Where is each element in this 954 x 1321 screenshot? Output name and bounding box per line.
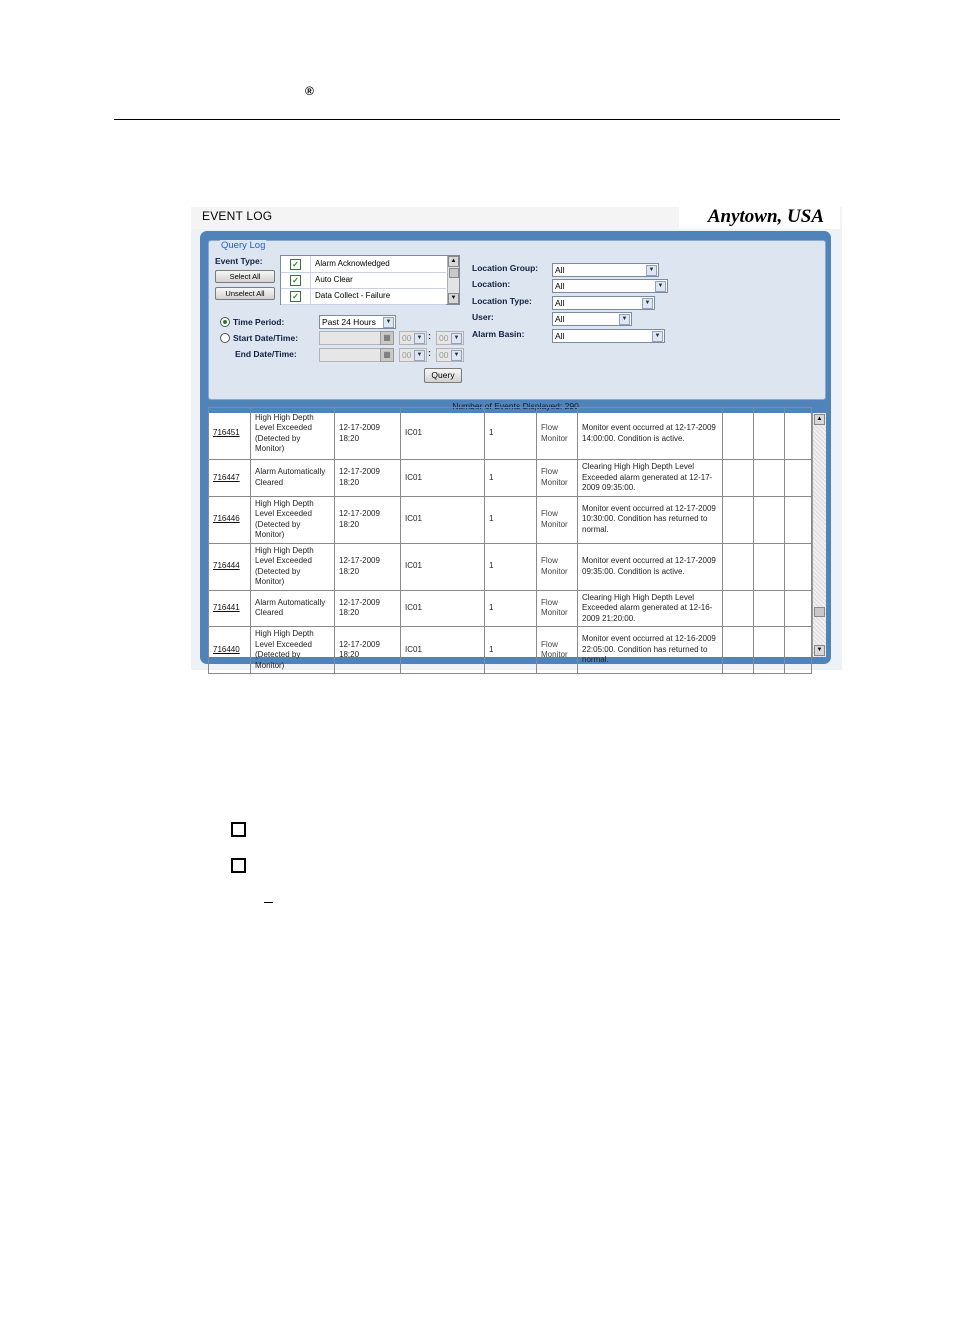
event-type-item[interactable] xyxy=(281,288,446,305)
event-source-cell: Flow Monitor xyxy=(537,496,578,543)
minute-value: 00 xyxy=(439,333,449,343)
event-source-cell: Flow Monitor xyxy=(537,590,578,627)
empty-cell xyxy=(754,543,785,590)
location-type-select[interactable] xyxy=(552,296,655,310)
start-date-radio[interactable] xyxy=(220,333,230,343)
event-number-cell: 1 xyxy=(485,590,537,627)
checkbox-bullet-icon xyxy=(231,822,246,837)
event-message-cell: Monitor event occurred at 12-17-2009 14:00:00. Condition is active. xyxy=(578,408,723,460)
city-banner xyxy=(679,207,840,229)
table-row[interactable] xyxy=(209,460,812,497)
scroll-thumb[interactable] xyxy=(814,607,825,617)
chevron-down-icon: ▼ xyxy=(642,298,653,309)
event-source-cell: Flow Monitor xyxy=(537,408,578,460)
location-group-value: All xyxy=(555,265,565,275)
event-location-cell: IC01 xyxy=(401,627,485,674)
location-group-label: Location Group: xyxy=(472,263,539,273)
event-source-cell: Flow Monitor xyxy=(537,543,578,590)
chevron-down-icon: ▼ xyxy=(655,281,666,292)
event-id-link[interactable]: 716444 xyxy=(209,543,251,590)
dash-mark xyxy=(264,902,273,903)
empty-cell xyxy=(754,627,785,674)
scroll-up-icon[interactable]: ▲ xyxy=(814,414,825,425)
chevron-down-icon: ▼ xyxy=(646,265,657,276)
event-message-cell: Monitor event occurred at 12-17-2009 10:30:00. Condition has returned to normal. xyxy=(578,496,723,543)
event-message-cell: Monitor event occurred at 12-17-2009 09:35:00. Condition is active. xyxy=(578,543,723,590)
event-type-cell: High High Depth Level Exceeded (Detected by Monitor) xyxy=(251,496,335,543)
hour-value: 00 xyxy=(402,333,412,343)
event-type-list[interactable] xyxy=(280,255,460,305)
empty-cell xyxy=(754,590,785,627)
event-location-cell: IC01 xyxy=(401,460,485,497)
user-value: All xyxy=(555,314,565,324)
start-date-label: Start Date/Time: xyxy=(233,333,299,343)
event-log-panel xyxy=(200,231,831,670)
app-header xyxy=(191,207,842,229)
chevron-down-icon: ▼ xyxy=(383,317,394,328)
event-location-cell: IC01 xyxy=(401,543,485,590)
divider xyxy=(310,256,311,272)
table-row[interactable] xyxy=(209,543,812,590)
query-log-fieldset xyxy=(208,240,826,400)
location-type-label: Location Type: xyxy=(472,296,532,306)
event-id-link[interactable]: 716441 xyxy=(209,590,251,627)
time-separator: : xyxy=(428,348,431,358)
scroll-thumb[interactable] xyxy=(449,268,459,278)
time-period-select[interactable] xyxy=(319,315,396,329)
location-label: Location: xyxy=(472,279,511,289)
events-count-text: Number of Events Displayed: 290 xyxy=(452,401,579,411)
user-select[interactable] xyxy=(552,312,632,326)
event-datetime-cell: 12-17-2009 18:20 xyxy=(335,460,401,497)
event-type-scrollbar[interactable] xyxy=(447,256,459,304)
chevron-down-icon: ▼ xyxy=(451,350,462,361)
time-period-radio[interactable] xyxy=(220,317,230,327)
page-title: EVENT LOG xyxy=(202,209,273,223)
location-type-value: All xyxy=(555,298,565,308)
time-period-value: Past 24 Hours xyxy=(322,317,376,327)
event-grid xyxy=(208,412,825,670)
scroll-down-icon[interactable]: ▼ xyxy=(448,293,459,304)
empty-cell xyxy=(723,543,754,590)
event-type-cell: High High Depth Level Exceeded (Detected by Monitor) xyxy=(251,408,335,460)
checkbox-bullet-icon xyxy=(231,858,246,873)
calendar-icon[interactable]: ▦ xyxy=(380,331,394,345)
city-name: Anytown, USA xyxy=(707,206,824,227)
chevron-down-icon: ▼ xyxy=(414,333,425,344)
chevron-down-icon: ▼ xyxy=(451,333,462,344)
user-label: User: xyxy=(472,312,494,322)
event-id-link[interactable]: 716451 xyxy=(209,408,251,460)
start-hour-select[interactable] xyxy=(399,331,427,345)
empty-cell xyxy=(785,590,812,627)
query-button[interactable]: Query xyxy=(424,368,462,383)
event-type-label: Data Collect - Failure xyxy=(315,291,391,300)
event-type-cell: High High Depth Level Exceeded (Detected by Monitor) xyxy=(251,543,335,590)
event-number-cell: 1 xyxy=(485,627,537,674)
empty-cell xyxy=(754,496,785,543)
empty-cell xyxy=(723,627,754,674)
event-type-label: Event Type: xyxy=(215,256,263,266)
event-type-checkbox[interactable]: ✓ xyxy=(290,291,301,302)
header-rule xyxy=(114,119,840,120)
empty-cell xyxy=(785,408,812,460)
chevron-down-icon: ▼ xyxy=(652,331,663,342)
divider xyxy=(310,272,311,288)
minute-value: 00 xyxy=(439,350,449,360)
calendar-icon[interactable]: ▦ xyxy=(380,348,394,362)
query-log-legend: Query Log xyxy=(221,240,266,251)
chevron-down-icon: ▼ xyxy=(414,350,425,361)
event-datetime-cell: 12-17-2009 18:20 xyxy=(335,627,401,674)
event-location-cell: IC01 xyxy=(401,496,485,543)
location-value: All xyxy=(555,281,565,291)
event-id-link[interactable]: 716447 xyxy=(209,460,251,497)
end-date-input[interactable] xyxy=(319,348,381,362)
empty-cell xyxy=(723,460,754,497)
event-log-screenshot xyxy=(191,207,842,670)
alarm-basin-label: Alarm Basin: xyxy=(472,329,525,339)
event-type-label: Auto Clear xyxy=(315,275,353,284)
alarm-basin-value: All xyxy=(555,331,565,341)
table-row[interactable] xyxy=(209,408,812,460)
end-hour-select[interactable] xyxy=(399,348,427,362)
empty-cell xyxy=(785,460,812,497)
location-group-select[interactable] xyxy=(552,263,659,277)
hour-value: 00 xyxy=(402,350,412,360)
event-type-item[interactable] xyxy=(281,256,446,273)
event-source-cell: Flow Monitor xyxy=(537,627,578,674)
event-datetime-cell: 12-17-2009 18:20 xyxy=(335,408,401,460)
event-type-label: Alarm Acknowledged xyxy=(315,259,390,268)
scroll-up-icon[interactable]: ▲ xyxy=(448,256,459,267)
scroll-down-icon[interactable]: ▼ xyxy=(814,645,825,656)
table-row[interactable] xyxy=(209,590,812,627)
event-location-cell: IC01 xyxy=(401,408,485,460)
chevron-down-icon: ▼ xyxy=(619,314,630,325)
end-date-label: End Date/Time: xyxy=(235,349,297,359)
table-row[interactable] xyxy=(209,496,812,543)
event-type-checkbox[interactable]: ✓ xyxy=(290,259,301,270)
registered-trademark-mark: ® xyxy=(305,84,314,98)
unselect-all-button[interactable]: Unselect All xyxy=(215,287,275,300)
event-id-link[interactable]: 716440 xyxy=(209,627,251,674)
event-datetime-cell: 12-17-2009 18:20 xyxy=(335,590,401,627)
empty-cell xyxy=(723,408,754,460)
empty-cell xyxy=(754,460,785,497)
event-number-cell: 1 xyxy=(485,460,537,497)
time-separator: : xyxy=(428,331,431,341)
event-type-item[interactable] xyxy=(281,272,446,289)
grid-scrollbar[interactable] xyxy=(812,413,826,657)
alarm-basin-select[interactable] xyxy=(552,329,665,343)
event-location-cell: IC01 xyxy=(401,590,485,627)
time-period-label: Time Period: xyxy=(233,317,285,327)
table-row[interactable] xyxy=(209,627,812,674)
event-table xyxy=(208,407,812,674)
event-message-cell: Clearing High High Depth Level Exceeded alarm generated at 12-16-2009 21:20:00. xyxy=(578,590,723,627)
select-all-button[interactable]: Select All xyxy=(215,270,275,283)
event-id-link[interactable]: 716446 xyxy=(209,496,251,543)
event-message-cell: Clearing High High Depth Level Exceeded alarm generated at 12-17-2009 09:35:00. xyxy=(578,460,723,497)
location-select[interactable] xyxy=(552,279,668,293)
event-number-cell: 1 xyxy=(485,496,537,543)
empty-cell xyxy=(785,496,812,543)
event-number-cell: 1 xyxy=(485,408,537,460)
start-minute-select[interactable] xyxy=(436,331,464,345)
empty-cell xyxy=(723,590,754,627)
end-minute-select[interactable] xyxy=(436,348,464,362)
divider xyxy=(310,288,311,304)
event-datetime-cell: 12-17-2009 18:20 xyxy=(335,496,401,543)
event-type-cell: Alarm Automatically Cleared xyxy=(251,460,335,497)
event-type-checkbox[interactable]: ✓ xyxy=(290,275,301,286)
empty-cell xyxy=(785,627,812,674)
event-datetime-cell: 12-17-2009 18:20 xyxy=(335,543,401,590)
event-source-cell: Flow Monitor xyxy=(537,460,578,497)
start-date-input[interactable] xyxy=(319,331,381,345)
event-type-cell: High High Depth Level Exceeded (Detected by Monitor) xyxy=(251,627,335,674)
empty-cell xyxy=(785,543,812,590)
empty-cell xyxy=(723,496,754,543)
event-message-cell: Monitor event occurred at 12-16-2009 22:05:00. Condition has returned to normal. xyxy=(578,627,723,674)
event-type-cell: Alarm Automatically Cleared xyxy=(251,590,335,627)
event-number-cell: 1 xyxy=(485,543,537,590)
empty-cell xyxy=(754,408,785,460)
